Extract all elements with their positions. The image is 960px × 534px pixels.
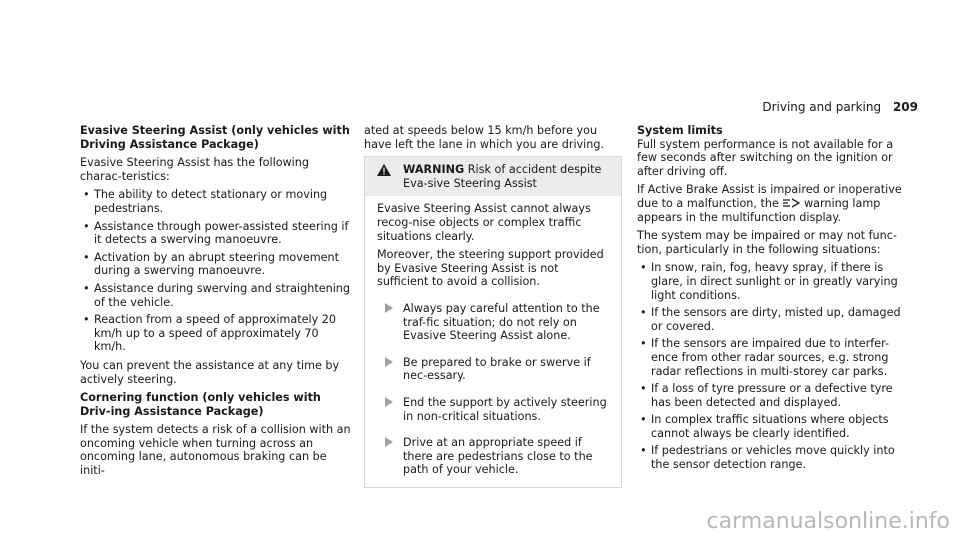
list-item bbox=[637, 337, 903, 378]
warning-label: WARNING bbox=[403, 163, 465, 177]
page-header bbox=[762, 101, 918, 115]
action-item bbox=[377, 302, 613, 343]
paragraph-text: If Active Brake Assist is impaired or inoperative due to a malfunction, the bbox=[637, 183, 902, 210]
list-item-text: In snow, rain, fog, heavy spray, if there is glare, in direct sunlight or in greatly varying light conditions. bbox=[651, 261, 898, 302]
action-arrow-icon bbox=[385, 303, 393, 317]
warning-paragraph-2: Moreover, the steering support provided by Evasive Steering Assist is not sufficient to avoid a collision. bbox=[377, 248, 604, 289]
action-text: Always pay careful attention to the traf-fic situation; do not rely on Evasive Steering Assist alone. bbox=[403, 301, 600, 343]
list-item-text: Assistance through power-assisted steering if it detects a swerving manoeuvre. bbox=[94, 219, 349, 247]
system-limits-paragraph-2 bbox=[637, 183, 903, 224]
action-item bbox=[377, 396, 613, 423]
system-limits-block bbox=[637, 124, 903, 178]
list-item bbox=[637, 261, 903, 302]
bullet-icon: • bbox=[83, 219, 90, 233]
warning-header bbox=[365, 157, 621, 196]
bullet-icon: • bbox=[83, 281, 90, 295]
column-right bbox=[637, 124, 903, 477]
column-left bbox=[80, 124, 352, 483]
action-arrow-icon bbox=[385, 437, 393, 451]
warning-title: Risk of accident despite Eva-sive Steering Assist bbox=[403, 163, 602, 190]
column-middle bbox=[364, 124, 622, 488]
list-item-text: If the sensors are impaired due to interfer-ence from other radar sources, e.g. strong radar reflections in multi-storey car parks. bbox=[651, 337, 890, 378]
list-item bbox=[637, 413, 903, 440]
bullet-icon: • bbox=[640, 382, 647, 396]
warning-body bbox=[365, 196, 621, 487]
action-text: End the support by actively steering in non-critical situations. bbox=[403, 395, 607, 423]
bullet-icon: • bbox=[83, 250, 90, 264]
heading-system-limits: System limits bbox=[637, 124, 723, 137]
list-item bbox=[637, 444, 903, 471]
system-limits-list bbox=[637, 261, 903, 471]
watermark: carmanualsonline.info bbox=[706, 509, 950, 534]
bullet-icon: • bbox=[83, 313, 90, 327]
action-arrow-icon bbox=[385, 397, 393, 411]
list-item-text: Reaction from a speed of approximately 20 km/h up to a speed of approximately 70 km/h. bbox=[94, 313, 337, 354]
cornering-text: If the system detects a risk of a collision with an oncoming vehicle when turning across an oncoming lane, autonomous braking can be initi- bbox=[80, 423, 351, 478]
paragraph-text: warning lamp appears in the multifunction display. bbox=[637, 196, 881, 224]
list-item-text: If a loss of tyre pressure or a defective tyre has been detected and displayed. bbox=[651, 382, 893, 409]
warning-triangle-icon bbox=[377, 164, 391, 180]
list-item bbox=[80, 251, 352, 278]
warning-paragraph-1: Evasive Steering Assist cannot always recog-nise objects or complex traffic situations clearly. bbox=[377, 202, 591, 243]
list-item-text: If the sensors are dirty, misted up, damaged or covered. bbox=[651, 306, 901, 333]
list-item bbox=[637, 306, 903, 333]
action-text: Be prepared to brake or swerve if nec-essary. bbox=[403, 355, 591, 383]
page-number: 209 bbox=[892, 100, 918, 114]
list-item-text: Activation by an abrupt steering movement during a swerving manoeuvre. bbox=[94, 250, 339, 278]
collision-warning-lamp-icon bbox=[782, 197, 800, 210]
prevent-assistance-text: You can prevent the assistance at any time by actively steering. bbox=[80, 358, 340, 386]
list-item bbox=[80, 188, 352, 215]
warning-box bbox=[364, 156, 622, 488]
bullet-icon: • bbox=[640, 337, 647, 351]
list-item-text: Assistance during swerving and straightening of the vehicle. bbox=[94, 281, 350, 309]
list-item bbox=[637, 382, 903, 409]
list-item-text: The ability to detect stationary or moving pedestrians. bbox=[94, 188, 328, 215]
list-item bbox=[80, 220, 352, 247]
action-item bbox=[377, 356, 613, 383]
system-limits-paragraph-1: Full system performance is not available for a few seconds after switching on the ignition or after driving off. bbox=[637, 137, 894, 178]
bullet-icon: • bbox=[640, 413, 647, 427]
list-item-text: In complex traffic situations where objects cannot always be clearly identified. bbox=[651, 413, 889, 440]
bullet-icon: • bbox=[83, 188, 90, 202]
evasive-features-list bbox=[80, 188, 352, 354]
cornering-text-continued: ated at speeds below 15 km/h before you have left the lane in which you are driving. bbox=[364, 124, 605, 151]
section-title: Driving and parking bbox=[762, 100, 882, 114]
action-item bbox=[377, 436, 613, 477]
action-arrow-icon bbox=[385, 357, 393, 371]
list-item-text: If pedestrians or vehicles move quickly into the sensor detection range. bbox=[651, 444, 895, 472]
bullet-icon: • bbox=[640, 444, 647, 458]
bullet-icon: • bbox=[640, 261, 647, 275]
evasive-intro: Evasive Steering Assist has the following charac-teristics: bbox=[80, 156, 309, 183]
bullet-icon: • bbox=[640, 306, 647, 320]
list-item bbox=[80, 313, 352, 354]
action-text: Drive at an appropriate speed if there are pedestrians close to the path of your vehicle. bbox=[403, 436, 593, 477]
system-limits-paragraph-3: The system may be impaired or may not func-tion, particularly in the following situations: bbox=[637, 229, 897, 256]
heading-evasive-steering: Evasive Steering Assist (only vehicles with Driving Assistance Package) bbox=[80, 124, 350, 151]
heading-cornering-function: Cornering function (only vehicles with Driv-ing Assistance Package) bbox=[80, 391, 321, 418]
list-item bbox=[80, 282, 352, 309]
